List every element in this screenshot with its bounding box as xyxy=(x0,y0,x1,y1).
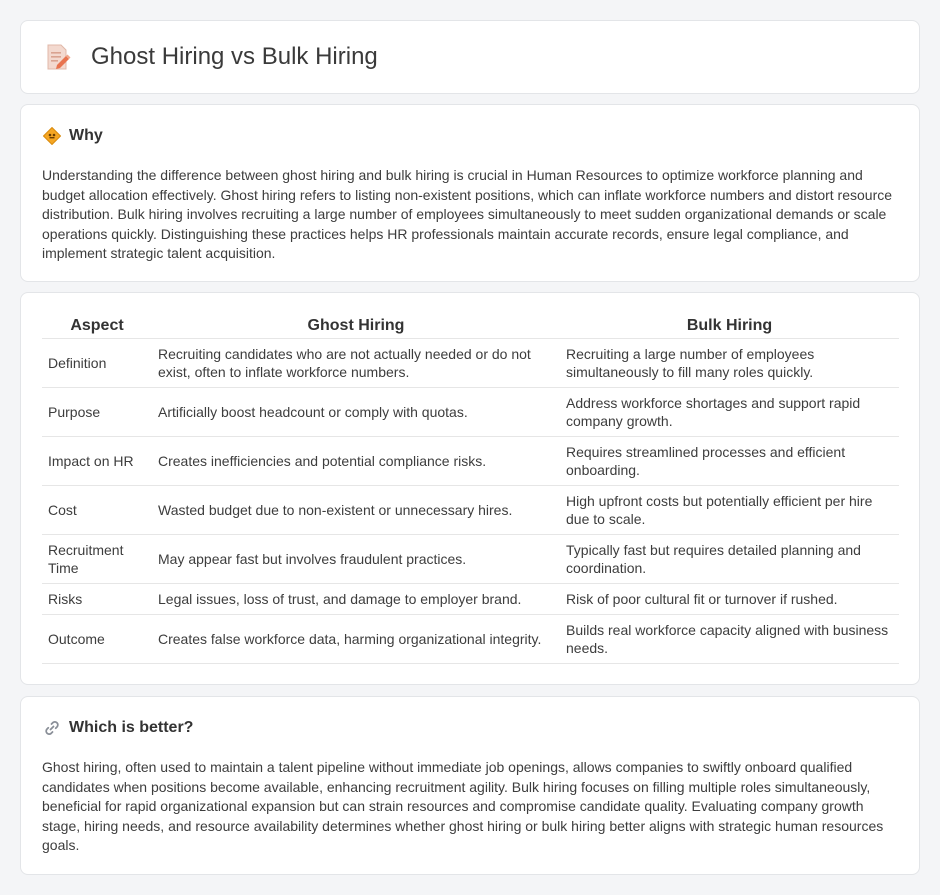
why-paragraph: Understanding the difference between ghost hiring and bulk hiring is crucial in Human Resources to optimize workforce planning and budget allocation effectively. Ghost hiring refers to listing non-existent positions, which can inflate workforce numbers and distort resource distribution. Bulk hiring involves recruiting a large number of employees simultaneously to meet sudden organizational demands or scale operations quickly. Distinguishing these practices helps HR professionals maintain accurate records, ensure legal compliance, and implement strategic talent acquisition. xyxy=(42,167,893,261)
why-section xyxy=(20,104,920,282)
header-bulk-hiring: Bulk Hiring xyxy=(560,317,899,338)
table-row xyxy=(42,387,899,436)
cell-ghost: Legal issues, loss of trust, and damage to employer brand. xyxy=(152,583,560,614)
which-is-better-paragraph: Ghost hiring, often used to maintain a talent pipeline without immediate job openings, allows companies to swiftly onboard qualified candidates when positions become available, enhancing recruitment agility. Bulk hiring focuses on filling multiple roles simultaneously, beneficial for rapid organizational expansion but can strain resources and compromise candidate quality. Evaluating company growth stage, hiring needs, and resource availability determines whether ghost hiring or bulk hiring better aligns with strategic human resources goals. xyxy=(42,759,884,853)
table-row xyxy=(42,583,899,614)
cell-bulk: Address workforce shortages and support rapid company growth. xyxy=(560,387,899,436)
cell-bulk: Requires streamlined processes and efficient onboarding. xyxy=(560,436,899,485)
table-header-row xyxy=(42,317,899,338)
cell-ghost: Wasted budget due to non-existent or unnecessary hires. xyxy=(152,485,560,534)
cell-bulk: High upfront costs but potentially efficient per hire due to scale. xyxy=(560,485,899,534)
cell-ghost: Recruiting candidates who are not actually needed or do not exist, often to inflate workforce numbers. xyxy=(152,338,560,387)
which-is-better-section xyxy=(20,696,920,875)
header-ghost-hiring: Ghost Hiring xyxy=(152,317,560,338)
diamond-sign-icon xyxy=(43,127,61,145)
table-row xyxy=(42,534,899,583)
document-pencil-icon xyxy=(45,43,71,71)
cell-bulk: Typically fast but requires detailed planning and coordination. xyxy=(560,534,899,583)
cell-aspect: Impact on HR xyxy=(42,436,152,485)
cell-aspect: Cost xyxy=(42,485,152,534)
which-is-better-heading: Which is better? xyxy=(69,719,194,736)
table-row xyxy=(42,338,899,387)
table-row xyxy=(42,485,899,534)
cell-aspect: Purpose xyxy=(42,387,152,436)
link-icon xyxy=(43,719,61,737)
page-title: Ghost Hiring vs Bulk Hiring xyxy=(91,43,378,70)
cell-aspect: Recruitment Time xyxy=(42,534,152,583)
cell-aspect: Outcome xyxy=(42,614,152,663)
table-row xyxy=(42,436,899,485)
comparison-table xyxy=(42,317,899,664)
cell-bulk: Risk of poor cultural fit or turnover if rushed. xyxy=(560,583,899,614)
why-heading: Why xyxy=(69,127,103,144)
header-aspect: Aspect xyxy=(42,317,152,338)
title-card xyxy=(20,20,920,94)
cell-aspect: Risks xyxy=(42,583,152,614)
table-row xyxy=(42,614,899,663)
comparison-card xyxy=(20,292,920,685)
cell-ghost: May appear fast but involves fraudulent practices. xyxy=(152,534,560,583)
cell-ghost: Creates false workforce data, harming organizational integrity. xyxy=(152,614,560,663)
cell-ghost: Artificially boost headcount or comply with quotas. xyxy=(152,387,560,436)
cell-bulk: Builds real workforce capacity aligned with business needs. xyxy=(560,614,899,663)
cell-bulk: Recruiting a large number of employees simultaneously to fill many roles quickly. xyxy=(560,338,899,387)
cell-ghost: Creates inefficiencies and potential compliance risks. xyxy=(152,436,560,485)
cell-aspect: Definition xyxy=(42,338,152,387)
